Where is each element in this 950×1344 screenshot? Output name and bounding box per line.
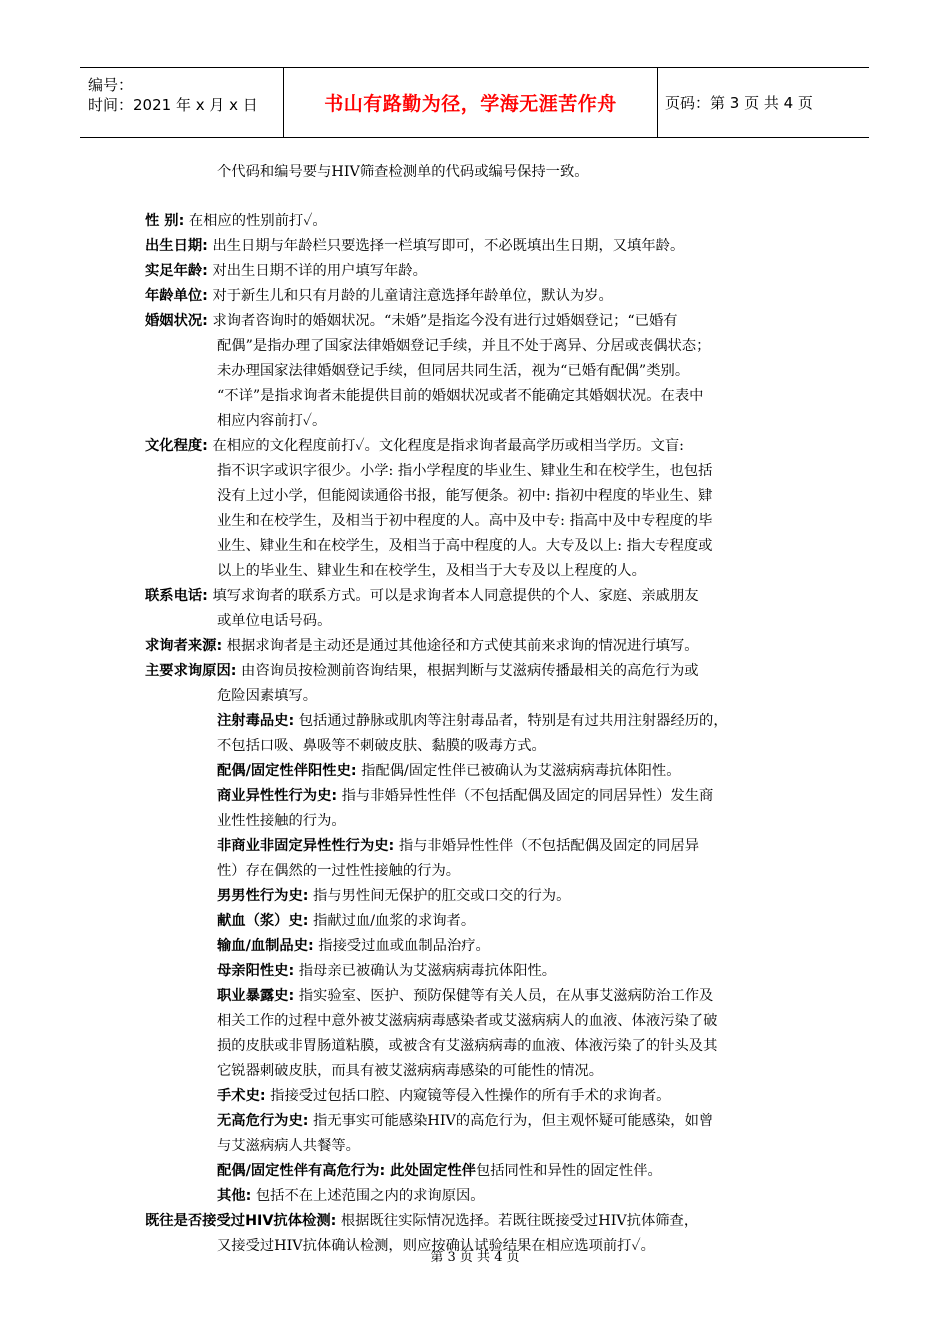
- text-line: [145, 634, 815, 659]
- text-line: [145, 284, 815, 309]
- text-line: [145, 1184, 815, 1209]
- field-term: 无高危行为史:: [217, 1113, 309, 1129]
- field-term: 母亲阳性史:: [217, 963, 295, 979]
- field-description: 以上的毕业生、肄业生和在校学生，及相当于大专及以上程度的人。: [217, 563, 646, 579]
- field-description: 指母亲已被确认为艾滋病病毒抗体阳性。: [294, 963, 557, 979]
- field-description: 业性性接触的行为。: [217, 813, 346, 829]
- text-line: [145, 434, 815, 459]
- field-description: 或单位电话号码。: [217, 613, 332, 629]
- text-line: [145, 859, 815, 884]
- field-description: 指与非婚异性性伴（不包括配偶及固定的同居异性）发生商: [337, 788, 714, 804]
- text-line: [145, 234, 815, 259]
- text-line: [145, 1209, 815, 1234]
- text-line: [145, 409, 815, 434]
- field-description: 指无事实可能感染HIV的高危行为，但主观怀疑可能感染，如曾: [308, 1113, 714, 1129]
- text-line: [145, 709, 815, 734]
- text-line: [145, 684, 815, 709]
- header-motto: 书山有路勤为径，学海无涯苦作舟: [324, 93, 617, 115]
- text-line: [145, 834, 815, 859]
- page-header: [80, 67, 869, 138]
- header-page-info: 页码：第 3 页 共 4 页: [665, 94, 813, 112]
- field-term: 注射毒品史:: [217, 713, 295, 729]
- text-line: [145, 759, 815, 784]
- field-term: 婚姻状况:: [145, 313, 208, 329]
- text-line: [145, 809, 815, 834]
- field-description: 损的皮肤或非胃肠道粘膜，或被含有艾滋病病毒的血液、体液污染了的针头及其: [217, 1038, 718, 1054]
- field-description: 根据求询者是主动还是通过其他途径和方式使其前来求询的情况进行填写。: [222, 638, 699, 654]
- text-line: [145, 160, 815, 185]
- text-line: [145, 934, 815, 959]
- field-description: 对出生日期不详的用户填写年龄。: [207, 263, 427, 279]
- field-description: 未办理国家法律婚姻登记手续，但同居共同生活，视为“已婚有配偶”类别。: [217, 363, 690, 379]
- field-description: 指接受过包括口腔、内窥镜等侵入性操作的所有手术的求询者。: [265, 1088, 671, 1104]
- field-description: 指献过血/血浆的求询者。: [308, 913, 476, 929]
- text-line: [145, 459, 815, 484]
- text-line: [145, 1159, 815, 1184]
- field-description: 指与非婚异性性伴（不包括配偶及固定的同居异: [394, 838, 700, 854]
- field-term: 联系电话:: [145, 588, 208, 604]
- field-description: “不详”是指求询者未能提供目前的婚姻状况或者不能确定其婚姻状况。在表中: [217, 388, 704, 404]
- text-line: [145, 384, 815, 409]
- field-description: 个代码和编号要与HIV筛查检测单的代码或编号保持一致。: [217, 164, 589, 180]
- field-term: 非商业非固定异性性行为史:: [217, 838, 395, 854]
- field-description: 在相应的性别前打✓。: [184, 213, 327, 229]
- text-line: [145, 659, 815, 684]
- doc-number-label: 编号：: [88, 76, 134, 94]
- text-line: [145, 534, 815, 559]
- text-line: [145, 1084, 815, 1109]
- field-term: 男男性行为史:: [217, 888, 309, 904]
- field-term: 文化程度:: [145, 438, 208, 454]
- text-line: [145, 259, 815, 284]
- text-line: [145, 609, 815, 634]
- text-line: [145, 884, 815, 909]
- header-meta: [88, 75, 283, 115]
- text-line: [145, 484, 815, 509]
- text-line: [145, 509, 815, 534]
- field-description: 配偶”是指办理了国家法律婚姻登记手续，并且不处于离异、分居或丧偶状态；: [217, 338, 711, 354]
- field-description: 在相应的文化程度前打✓。文化程度是指求询者最高学历或相当学历。文盲:: [207, 438, 684, 454]
- field-description: 指不识字或识字很少。小学: 指小学程度的毕业生、肄业生和在校学生，也包括: [217, 463, 713, 479]
- field-description: 指实验室、医护、预防保健等有关人员，在从事艾滋病防治工作及: [294, 988, 714, 1004]
- text-line: [145, 1059, 815, 1084]
- field-term: 出生日期:: [145, 238, 208, 254]
- text-line: [145, 209, 815, 234]
- text-line: [145, 584, 815, 609]
- field-term: 配偶/固定性伴阳性史:: [217, 763, 357, 779]
- field-description: 与艾滋病病人共餐等。: [217, 1138, 360, 1154]
- field-description: 指与男性间无保护的肛交或口交的行为。: [308, 888, 571, 904]
- text-line: [145, 959, 815, 984]
- field-term: 手术史:: [217, 1088, 266, 1104]
- field-term: 职业暴露史:: [217, 988, 295, 1004]
- field-description: 相应内容前打✓。: [217, 413, 327, 429]
- header-divider: [657, 68, 658, 137]
- field-description: 不包括口吸、鼻吸等不刺破皮肤、黏膜的吸毒方式。: [217, 738, 546, 754]
- field-term: 实足年龄:: [145, 263, 208, 279]
- paragraph-gap: [145, 185, 815, 209]
- field-description: 出生日期与年龄栏只要选择一栏填写即可，不必既填出生日期，又填年龄。: [207, 238, 685, 254]
- field-term: 性 别:: [145, 213, 185, 229]
- text-line: [145, 309, 815, 334]
- field-description: 又接受过HIV抗体确认检测，则应按确认试验结果在相应选项前打✓。: [217, 1238, 655, 1254]
- field-term: 配偶/固定性伴有高危行为: 此处固定性伴: [217, 1163, 476, 1179]
- text-line: [145, 909, 815, 934]
- field-description: 包括通过静脉或肌肉等注射毒品者，特别是有过共用注射器经历的，: [294, 713, 728, 729]
- field-description: 业生和在校学生，及相当于初中程度的人。高中及中专: 指高中及中专程度的毕: [217, 513, 713, 529]
- field-description: 包括同性和异性的固定性伴。: [475, 1163, 662, 1179]
- field-description: 根据既往实际情况选择。若既往既接受过HIV抗体筛查，: [336, 1213, 699, 1229]
- field-description: 求询者咨询时的婚姻状况。“未婚”是指迄今没有进行过婚姻登记；“已婚有: [207, 313, 678, 329]
- text-line: [145, 784, 815, 809]
- field-term: 输血/血制品史:: [217, 938, 314, 954]
- text-line: [145, 1109, 815, 1134]
- field-term: 其他:: [217, 1188, 252, 1204]
- field-description: 业生、肄业生和在校学生，及相当于高中程度的人。大专及以上: 指大专程度或: [217, 538, 713, 554]
- text-line: [145, 359, 815, 384]
- field-description: 危险因素填写。: [217, 688, 318, 704]
- document-body: [145, 160, 815, 1259]
- field-description: 它锐器刺破皮肤，而具有被艾滋病病毒感染的可能性的情况。: [217, 1063, 604, 1079]
- text-line: [145, 559, 815, 584]
- text-line: [145, 1034, 815, 1059]
- field-description: 性）存在偶然的一过性性接触的行为。: [217, 863, 461, 879]
- page-footer: 第 3 页 共 4 页: [430, 1250, 520, 1265]
- text-line: [145, 1134, 815, 1159]
- field-term: 商业异性性行为史:: [217, 788, 338, 804]
- field-term: 年龄单位:: [145, 288, 208, 304]
- field-description: 对于新生儿和只有月龄的儿童请注意选择年龄单位，默认为岁。: [207, 288, 613, 304]
- field-description: 没有上过小学，但能阅读通俗书报，能写便条。初中: 指初中程度的毕业生、肄: [217, 488, 713, 504]
- field-description: 填写求询者的联系方式。可以是求询者本人同意提供的个人、家庭、亲戚朋友: [207, 588, 699, 604]
- field-description: 相关工作的过程中意外被艾滋病病毒感染者或艾滋病病人的血液、体液污染了破: [217, 1013, 718, 1029]
- field-description: 包括不在上述范围之内的求询原因。: [251, 1188, 485, 1204]
- field-term: 献血（浆）史:: [217, 913, 309, 929]
- field-term: 求询者来源:: [145, 638, 223, 654]
- field-term: 主要求询原因:: [145, 663, 237, 679]
- text-line: [145, 734, 815, 759]
- text-line: [145, 334, 815, 359]
- field-description: 指接受过血或血制品治疗。: [313, 938, 490, 954]
- text-line: [145, 1009, 815, 1034]
- doc-time-label: 时间：2021 年 x 月 x 日: [88, 96, 258, 114]
- field-description: 指配偶/固定性伴已被确认为艾滋病病毒抗体阳性。: [356, 763, 681, 779]
- field-term: 既往是否接受过HIV抗体检测:: [145, 1213, 337, 1229]
- field-description: 由咨询员按检测前咨询结果，根据判断与艾滋病传播最相关的高危行为或: [236, 663, 699, 679]
- text-line: [145, 984, 815, 1009]
